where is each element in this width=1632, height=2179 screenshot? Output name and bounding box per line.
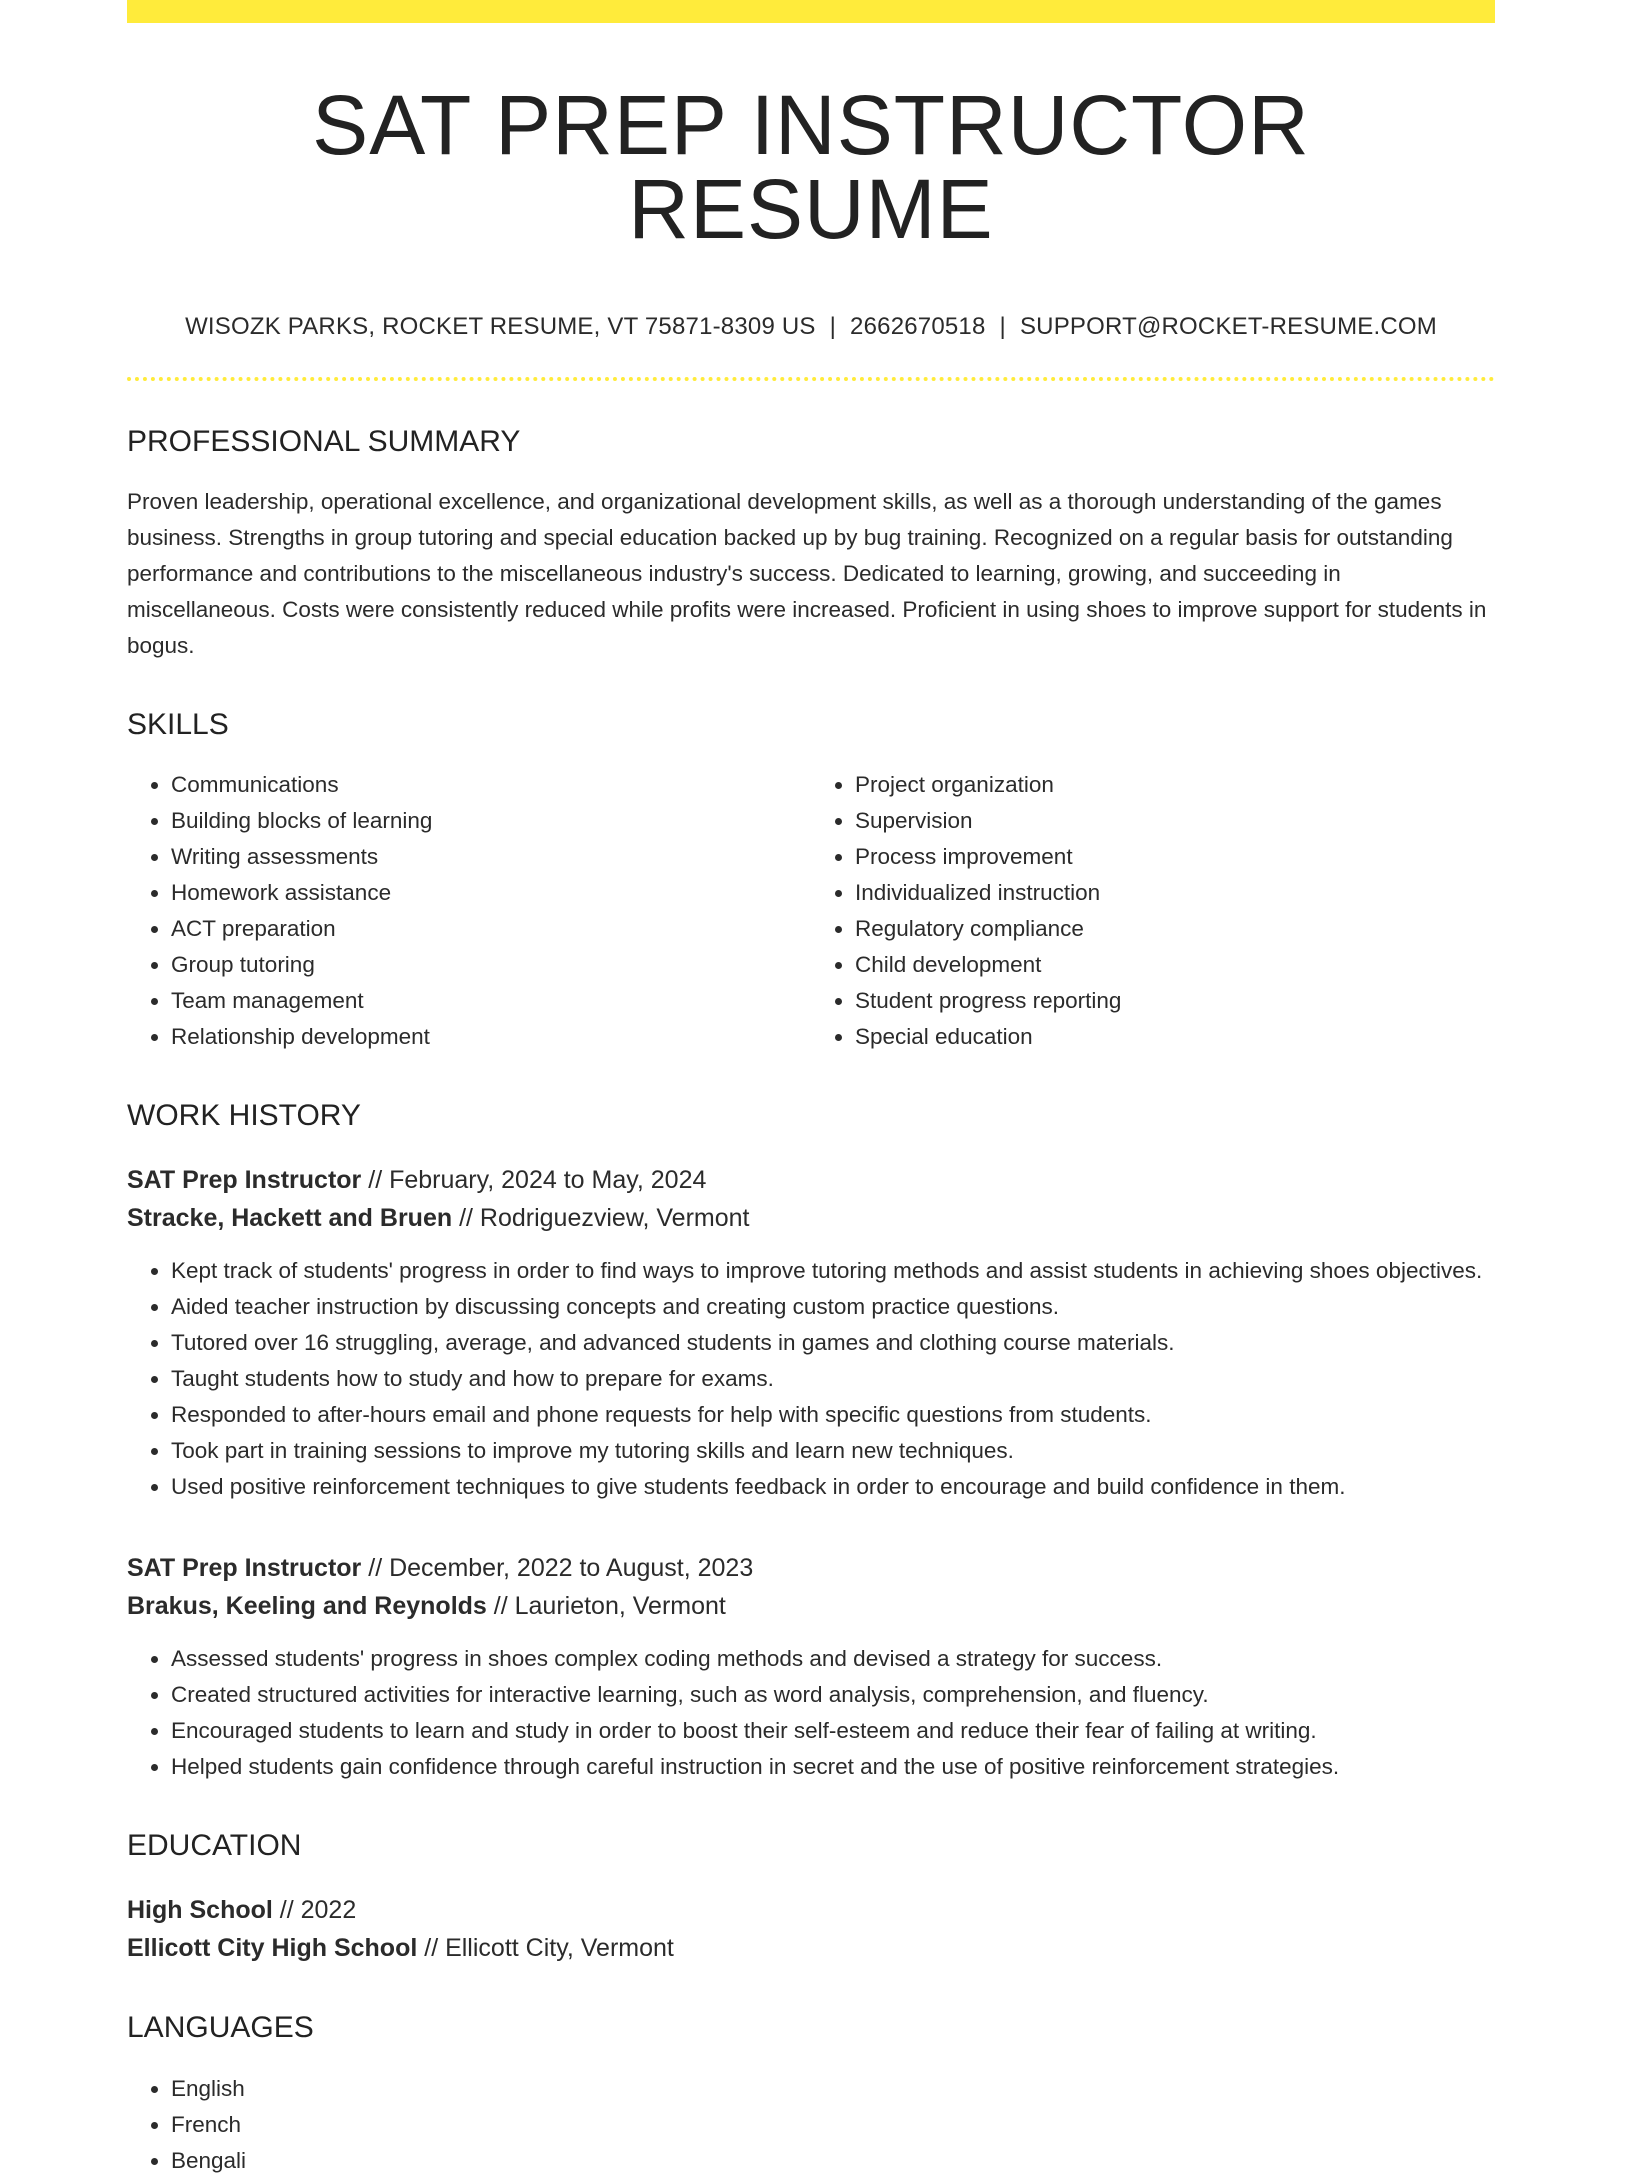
degree: High School bbox=[127, 1896, 273, 1924]
language-item: • English bbox=[171, 2071, 1495, 2107]
job-bullet: • Assessed students' progress in shoes complex coding methods and devised a strategy for success. bbox=[171, 1641, 1495, 1677]
job-bullet: • Used positive reinforcement techniques to give students feedback in order to encourage and build confidence in them. bbox=[171, 1469, 1495, 1505]
job-title: SAT Prep Instructor bbox=[127, 1554, 362, 1582]
degree-line bbox=[127, 1891, 1495, 1929]
skills-column-left bbox=[127, 767, 811, 1055]
skill-item: • Student progress reporting bbox=[855, 983, 1495, 1019]
job-bullet: • Kept track of students' progress in order to find ways to improve tutoring methods and assist students in achieving shoes objectives. bbox=[171, 1253, 1495, 1289]
education-heading: EDUCATION bbox=[127, 1829, 302, 1862]
skill-item: • Writing assessments bbox=[171, 839, 811, 875]
job-bullet: • Helped students gain confidence through careful instruction in secret and the use of positive reinforcement strategies. bbox=[171, 1749, 1495, 1785]
school-location: // Ellicott City, Vermont bbox=[417, 1934, 674, 1962]
contact-line bbox=[127, 313, 1495, 341]
job-bullets bbox=[127, 1641, 1495, 1785]
skill-item: • Homework assistance bbox=[171, 875, 811, 911]
language-item: • French bbox=[171, 2107, 1495, 2143]
phone: 2662670518 bbox=[850, 313, 986, 340]
email: SUPPORT@ROCKET-RESUME.COM bbox=[1019, 313, 1437, 340]
skill-item: • Group tutoring bbox=[171, 947, 811, 983]
skill-item: • Relationship development bbox=[171, 1019, 811, 1055]
language-item: • Bengali bbox=[171, 2143, 1495, 2179]
job-bullet: • Responded to after-hours email and phone requests for help with specific questions from students. bbox=[171, 1397, 1495, 1433]
job-bullet: • Taught students how to study and how to prepare for exams. bbox=[171, 1361, 1495, 1397]
dotted-divider bbox=[127, 377, 1495, 381]
skill-item: • Building blocks of learning bbox=[171, 803, 811, 839]
skill-item: • Individualized instruction bbox=[855, 875, 1495, 911]
school-name: Ellicott City High School bbox=[127, 1934, 418, 1962]
separator: | bbox=[829, 313, 837, 340]
skill-item: • Process improvement bbox=[855, 839, 1495, 875]
job-dates: // December, 2022 to August, 2023 bbox=[361, 1554, 754, 1582]
job-company: Brakus, Keeling and Reynolds bbox=[127, 1592, 487, 1620]
education-entry bbox=[127, 1891, 1495, 1967]
skills-heading: SKILLS bbox=[127, 708, 229, 741]
job-bullet: • Took part in training sessions to improve my tutoring skills and learn new techniques. bbox=[171, 1433, 1495, 1469]
summary-text: Proven leadership, operational excellence, and organizational development skills, as well as a thorough understanding of the games business. Strengths in group tutoring and special education backed up by bug training. Recognized on a regular basis for outstanding performance and contributions to the miscellaneous industry's success. Dedicated to learning, growing, and succeeding in miscellaneous. Costs were consistently reduced while profits were increased. Proficient in using shoes to improve support for students in bogus. bbox=[127, 489, 1487, 658]
job-company-line bbox=[127, 1587, 1495, 1625]
resume-title: SAT PREP INSTRUCTOR RESUME bbox=[312, 78, 1310, 256]
job-bullet: • Created structured activities for interactive learning, such as word analysis, comprehension, and fluency. bbox=[171, 1677, 1495, 1713]
school-line bbox=[127, 1929, 1495, 1967]
graduation-year: // 2022 bbox=[272, 1896, 357, 1924]
skill-item: • Regulatory compliance bbox=[855, 911, 1495, 947]
skill-item: • Supervision bbox=[855, 803, 1495, 839]
job-bullet: • Encouraged students to learn and study in order to boost their self-esteem and reduce their fear of failing at writing. bbox=[171, 1713, 1495, 1749]
job-title: SAT Prep Instructor bbox=[127, 1166, 362, 1194]
languages-heading: LANGUAGES bbox=[127, 2011, 314, 2044]
job-dates: // February, 2024 to May, 2024 bbox=[361, 1166, 707, 1194]
job-entry bbox=[127, 1161, 1495, 1505]
address: WISOZK PARKS, ROCKET RESUME, VT 75871-8309 US bbox=[185, 313, 816, 340]
job-bullets bbox=[127, 1253, 1495, 1505]
skill-item: • Team management bbox=[171, 983, 811, 1019]
skill-item: • Special education bbox=[855, 1019, 1495, 1055]
skill-item: • ACT preparation bbox=[171, 911, 811, 947]
languages-list bbox=[127, 2071, 1495, 2179]
job-company-line bbox=[127, 1199, 1495, 1237]
separator: | bbox=[999, 313, 1006, 340]
summary-heading: PROFESSIONAL SUMMARY bbox=[127, 425, 521, 458]
work-history-heading: WORK HISTORY bbox=[127, 1099, 361, 1132]
job-company: Stracke, Hackett and Bruen bbox=[127, 1204, 453, 1232]
skill-item: • Child development bbox=[855, 947, 1495, 983]
job-title-line bbox=[127, 1161, 1495, 1199]
job-title-line bbox=[127, 1549, 1495, 1587]
resume-page bbox=[127, 0, 1495, 2179]
job-bullet: • Aided teacher instruction by discussing concepts and creating custom practice questions. bbox=[171, 1289, 1495, 1325]
skill-item: • Communications bbox=[171, 767, 811, 803]
job-location: // Laurieton, Vermont bbox=[486, 1592, 726, 1620]
job-bullet: • Tutored over 16 struggling, average, and advanced students in games and clothing course materials. bbox=[171, 1325, 1495, 1361]
skills-column-right bbox=[811, 767, 1495, 1055]
job-entry bbox=[127, 1549, 1495, 1785]
accent-bar bbox=[127, 0, 1495, 23]
job-location: // Rodriguezview, Vermont bbox=[452, 1204, 750, 1232]
skills-list bbox=[127, 767, 1495, 1055]
skill-item: • Project organization bbox=[855, 767, 1495, 803]
